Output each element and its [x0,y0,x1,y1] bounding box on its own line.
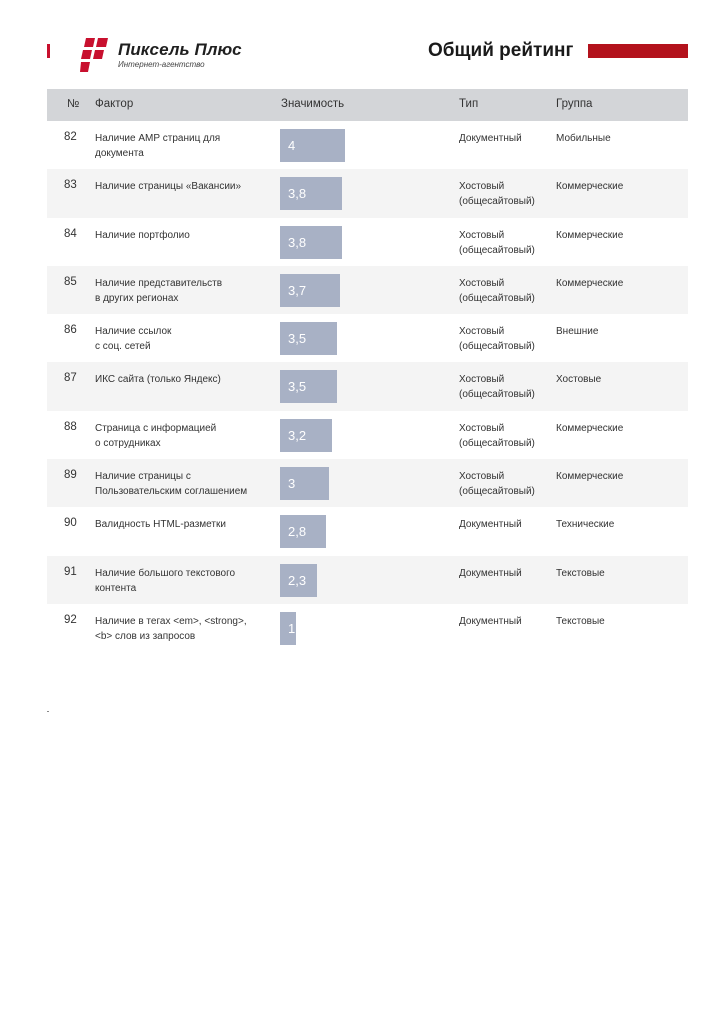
column-header-group: Группа [556,98,593,110]
column-header-factor: Фактор [95,98,134,110]
factor-type: Документный [459,615,522,627]
row-number: 83 [64,179,77,192]
factor-group: Текстовые [556,567,605,579]
importance-bar [280,274,340,307]
factor-group: Хостовые [556,374,602,386]
factor-group: Коммерческие [556,277,624,289]
company-logo [80,38,242,72]
importance-value: 3,2 [288,427,307,443]
importance-value: 3 [288,476,296,492]
page-title: Общий рейтинг [428,40,574,61]
factor-name: Наличие портфолио [95,229,190,241]
factor-group: Коммерческие [556,422,624,434]
factor-type: Хостовый (общесайтовый) [459,229,535,256]
factor-name: Наличие АМР страниц для документа [95,133,221,159]
table-row [47,362,688,410]
row-number: 82 [64,131,77,143]
column-header-num: № [67,98,80,110]
importance-value: 2,3 [288,572,307,588]
table-row [47,169,688,217]
factor-name: Наличие ссылок с соц. сетей [95,326,172,353]
table-header [47,89,688,121]
factor-name: ИКС сайта (только Яндекс) [95,374,221,386]
row-number: 90 [64,517,77,530]
importance-bar [280,515,326,548]
factor-name: Наличие представительств в других регионах [95,277,223,304]
factor-group: Коммерческие [556,471,624,483]
factor-type: Хостовый (общесайтовый) [459,374,535,401]
factor-type: Хостовый (общесайтовый) [459,277,535,304]
table-row [47,121,688,169]
factor-group: Мобильные [556,133,611,144]
importance-value: 3,8 [288,234,307,250]
factor-group: Коммерческие [556,229,624,241]
row-number: 91 [64,565,77,578]
row-number: 92 [64,613,77,626]
table-row [47,507,688,555]
column-header-importance: Значимость [281,98,345,110]
stray-mark [47,711,49,712]
factor-name: Наличие большого текстового контента [95,567,236,594]
factor-name: Наличие страницы «Вакансии» [95,181,242,193]
importance-bar [280,322,337,355]
importance-value: 4 [288,138,296,153]
table-row [47,314,688,362]
factor-type: Хостовый (общесайтовый) [459,326,535,353]
importance-value: 1 [288,620,296,636]
row-number: 84 [64,227,77,240]
importance-bar [280,467,329,500]
factor-name: Наличие в тегах <em>, <strong>, <b> слов из запросов [95,615,247,642]
factor-group: Внешние [556,326,599,338]
factor-type: Документный [459,133,522,144]
importance-bar [280,226,342,259]
importance-value: 3,8 [288,186,307,202]
row-number: 88 [64,420,77,433]
factor-name: Страница с информацией о сотрудниках [95,422,217,449]
left-accent-mark [47,44,50,58]
factor-type: Хостовый (общесайтовый) [459,471,535,498]
factor-name: Валидность HTML-разметки [95,519,226,531]
importance-value: 3,5 [288,379,307,395]
factor-group: Коммерческие [556,181,624,193]
table-row [47,218,688,266]
factor-group: Текстовые [556,615,605,627]
importance-bar [280,564,317,597]
importance-value: 3,5 [288,331,307,347]
importance-value: 3,7 [288,282,307,298]
table-row [47,459,688,507]
table-body [47,121,688,652]
table-row [47,411,688,459]
table-row [47,604,688,652]
factor-group: Технические [556,519,615,531]
logo-subtitle: Интернет-агентство [118,59,205,69]
factor-name: Наличие страницы с Пользовательским соглашением [95,471,248,498]
importance-bar [280,129,345,162]
title-accent-bar [588,44,688,58]
column-header-type: Тип [459,98,479,110]
rating-table [47,89,688,652]
factor-type: Документный [459,519,522,531]
factor-type: Хостовый (общесайтовый) [459,181,535,208]
factor-type: Хостовый (общесайтовый) [459,422,535,449]
importance-value: 2,8 [288,524,307,540]
row-number: 87 [64,372,77,385]
row-number: 89 [64,469,77,482]
row-number: 86 [64,324,77,337]
logo-mark-icon [80,38,110,72]
importance-bar [280,177,342,210]
table-row [47,266,688,314]
importance-bar [280,612,296,645]
importance-bar [280,419,332,452]
row-number: 85 [64,275,77,288]
importance-bar [280,370,337,403]
table-row [47,556,688,604]
logo-name: Пиксель Плюс [118,39,242,59]
factor-type: Документный [459,567,522,579]
